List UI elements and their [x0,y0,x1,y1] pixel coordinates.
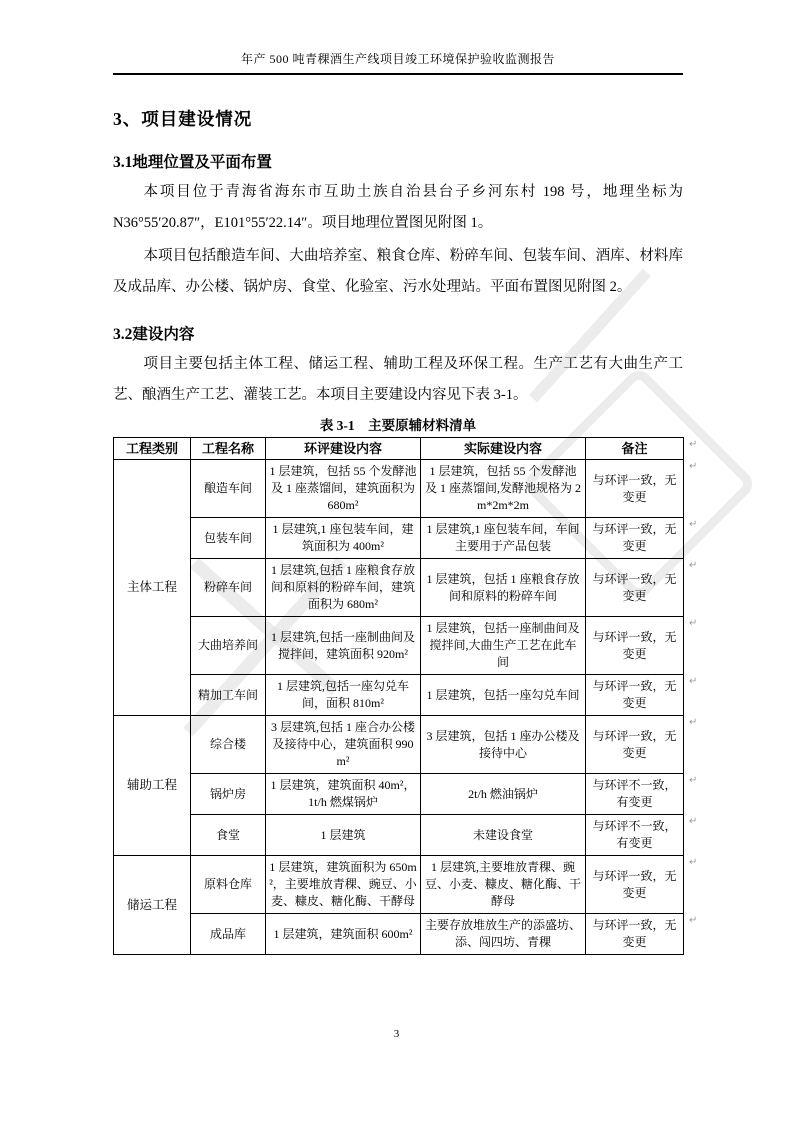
actual-content-cell: 主要存放堆放生产的添盛坊、添、闯四坊、青稞 [421,914,586,955]
env-content-cell: 1 层建筑,1 座包装车间，建筑面积为 400m² [266,518,421,559]
paragraph-location-1: 本项目位于青海省海东市互助土族自治县台子乡河东村 198 号，地理坐标为 N36°55′20.87″，E101°55′22.14″。项目地理位置图见附图 1。 [113,184,683,231]
name-cell: 粉碎车间 [191,559,266,617]
section-heading: 3、项目建设情况 [113,109,253,129]
env-content-cell: 1 层建筑 [266,815,421,856]
env-content-cell: 1 层建筑，包括 55 个发酵池及 1 座蒸馏间，建筑面积为 680m² [266,460,421,518]
table-row [114,815,684,856]
note-cell: 与环评一致，无变更 [586,518,684,559]
env-content-cell: 1 层建筑，建筑面积为 650m²，主要堆放青稞、豌豆、小麦、糠皮、糖化酶、干酵母 [266,856,421,914]
paragraph-construction: 项目主要包括主体工程、储运工程、辅助工程及环保工程。生产工艺有大曲生产工艺、酿酒生产工艺、灌装工艺。本项目主要建设内容见下表 3-1。 [113,356,683,403]
cell-return-icon: ↵ [689,775,698,786]
actual-content-cell: 1 层建筑,主要堆放青稞、豌豆、小麦、糠皮、糖化酶、干酵母 [421,856,586,914]
category-cell: 辅助工程 [114,716,191,856]
name-cell: 食堂 [191,815,266,856]
name-cell: 酿造车间 [191,460,266,518]
cell-return-icon: ↵ [689,461,698,472]
note-cell: 与环评一致，无变更 [586,675,684,716]
actual-content-cell: 未建设食堂 [421,815,586,856]
cell-return-icon: ↵ [689,857,698,868]
name-cell: 包装车间 [191,518,266,559]
note-cell: 与环评不一致，有变更 [586,774,684,815]
table-row [114,559,684,617]
running-header: 年产 500 吨青稞酒生产线项目竣工环境保护验收监测报告 [113,0,683,75]
table-row [114,774,684,815]
cell-return-icon: ↵ [689,519,698,530]
column-header: 环评建设内容 [266,438,421,460]
actual-content-cell: 3 层建筑，包括 1 座办公楼及接待中心 [421,716,586,774]
paragraph-location-2: 本项目包括酿造车间、大曲培养室、粮食仓库、粉碎车间、包装车间、酒库、材料库及成品库、办公楼、锅炉房、食堂、化验室、污水处理站。平面布置图见附图 2。 [113,248,683,295]
name-cell: 综合楼 [191,716,266,774]
env-content-cell: 1 层建筑，建筑面积 40m²，1t/h 燃煤锅炉 [266,774,421,815]
env-content-cell: 1 层建筑，建筑面积 600m² [266,914,421,955]
subsection-heading-construction: 3.2建设内容 [113,326,195,343]
actual-content-cell: 2t/h 燃油锅炉 [421,774,586,815]
table-row [114,617,684,675]
note-cell: 与环评一致，无变更 [586,617,684,675]
subsection-heading-location: 3.1地理位置及平面布置 [113,154,272,171]
cell-return-icon: ↵ [689,618,698,629]
table-body [114,460,684,955]
cell-return-icon: ↵ [689,717,698,728]
name-cell: 精加工车间 [191,675,266,716]
table-row [114,716,684,774]
table-row [114,518,684,559]
cell-return-icon: ↵ [689,816,698,827]
cell-return-icon: ↵ [689,915,698,926]
category-cell: 主体工程 [114,460,191,716]
env-content-cell: 3 层建筑,包括 1 座合办公楼及接待中心，建筑面积 990m² [266,716,421,774]
cell-return-icon: ↵ [689,560,698,571]
name-cell: 成品库 [191,914,266,955]
note-cell: 与环评一致，无变更 [586,460,684,518]
note-cell: 与环评一致，无变更 [586,856,684,914]
cell-return-icon: ↵ [689,676,698,687]
table-row [114,914,684,955]
page-number: 3 [393,1028,400,1040]
actual-content-cell: 1 层建筑，包括一座制曲间及搅拌间,大曲生产工艺在此车间 [421,617,586,675]
table-title: 表 3-1 主要原辅材料清单 [319,418,477,433]
table-row [114,856,684,914]
actual-content-cell: 1 层建筑，包括 55 个发酵池及 1 座蒸馏间,发酵池规格为 2m*2m*2m [421,460,586,518]
page-content [113,0,698,955]
column-header: 工程名称 [191,438,266,460]
actual-content-cell: 1 层建筑，包括 1 座粮食存放间和原料的粉碎车间 [421,559,586,617]
actual-content-cell: 1 层建筑,1 座包装车间，车间主要用于产品包装 [421,518,586,559]
note-cell: 与环评一致，无变更 [586,914,684,955]
table-row [114,675,684,716]
note-cell: 与环评一致，无变更 [586,716,684,774]
column-header: 实际建设内容 [421,438,586,460]
name-cell: 锅炉房 [191,774,266,815]
env-content-cell: 1 层建筑,包括 1 座粮食存放间和原料的粉碎车间，建筑面积为 680m² [266,559,421,617]
column-header: 工程类别 [114,438,191,460]
env-content-cell: 1 层建筑,包括一座勾兑车间，面积 810m² [266,675,421,716]
category-cell: 储运工程 [114,856,191,955]
name-cell: 原料仓库 [191,856,266,914]
name-cell: 大曲培养间 [191,617,266,675]
cell-return-icon: ↵ [689,439,698,450]
note-cell: 与环评不一致，有变更 [586,815,684,856]
construction-table [113,437,684,955]
column-header: 备注 [586,438,684,460]
env-content-cell: 1 层建筑,包括一座制曲间及搅拌间，建筑面积 920m² [266,617,421,675]
table-header-row [114,438,684,460]
actual-content-cell: 1 层建筑，包括一座勾兑车间 [421,675,586,716]
table-row [114,460,684,518]
note-cell: 与环评一致，无变更 [586,559,684,617]
